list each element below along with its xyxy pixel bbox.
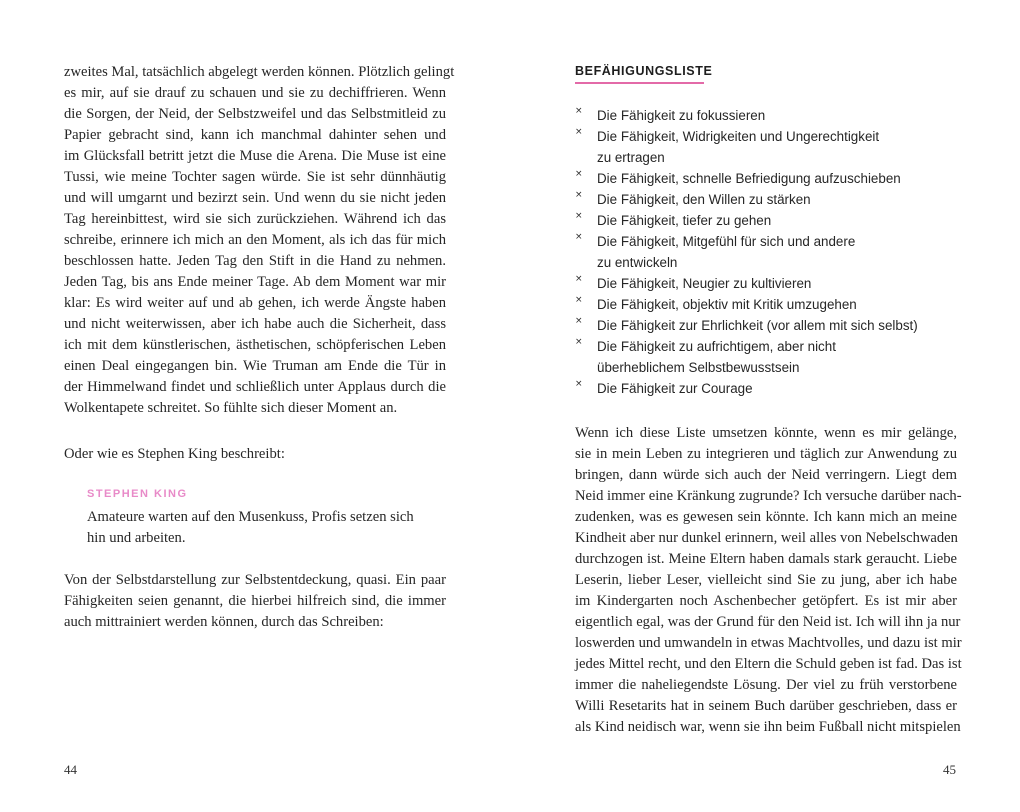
body-text-line: beschlossen hatte. Jeden Tag den Stift in die Hand zu nehmen. <box>64 253 446 269</box>
body-text-line: und nicht weiterwissen, aber ich habe auch die Sicherheit, dass <box>64 316 446 332</box>
body-text-line: einen Deal eingegangen bin. Wie Truman am Ende die Tür in <box>64 358 446 374</box>
body-text-line: und will umgarnt und bezirzt sein. Und wenn du sie nicht jeden <box>64 190 446 206</box>
list-item-line: Die Fähigkeit, Neugier zu kultivieren <box>597 276 812 291</box>
body-text-line: Wenn ich diese Liste umsetzen könnte, wenn es mir gelänge, <box>575 425 957 441</box>
list-item-line: Die Fähigkeit, Mitgefühl für sich und andere <box>597 234 856 249</box>
body-text-line: die Sorgen, der Neid, der Selbstzweifel und das Selbstmitleid zu <box>64 106 446 122</box>
body-text-line: schreibe, erinnere ich mich an den Moment, als ich das für mich <box>64 232 446 248</box>
body-text-line: Oder wie es Stephen King beschreibt: <box>64 446 285 462</box>
body-text-line: eigentlich egal, was der Grund für den Neid ist. Ich will ihn ja nur <box>575 614 961 630</box>
body-text-line: bringen, dann würde sich auch der Neid verringern. Liegt dem <box>575 467 957 483</box>
body-text-line: im Kindergarten noch Aschenbecher getöpfert. Es ist mir aber <box>575 593 957 609</box>
list-bullet-icon: × <box>575 295 583 305</box>
list-bullet-icon: × <box>575 379 583 389</box>
list-item-line: Die Fähigkeit zu aufrichtigem, aber nicht <box>597 339 836 354</box>
body-text-line: auch mittrainiert werden können, durch das Schreiben: <box>64 614 384 630</box>
page-number-right: 45 <box>943 762 956 777</box>
list-item-line: Die Fähigkeit, schnelle Befriedigung aufzuschieben <box>597 171 901 186</box>
body-text-line: immer die naheliegendste Lösung. Der viel zu früh verstorbene <box>575 677 957 693</box>
list-heading: BEFÄHIGUNGSLISTE <box>575 64 713 78</box>
list-item-line: Die Fähigkeit zur Ehrlichkeit (vor allem mit sich selbst) <box>597 318 918 333</box>
list-bullet-icon: × <box>575 169 583 179</box>
list-item-line: Die Fähigkeit, Widrigkeiten und Ungerechtigkeit <box>597 129 880 144</box>
list-item-line: Die Fähigkeit, den Willen zu stärken <box>597 192 811 207</box>
list-bullet-icon: × <box>575 127 583 137</box>
body-text-line: zweites Mal, tatsächlich abgelegt werden können. Plötzlich gelingt <box>64 64 455 80</box>
heading-underline <box>575 82 704 84</box>
list-item-line: Die Fähigkeit, objektiv mit Kritik umzugehen <box>597 297 857 312</box>
body-text-line: Leserin, lieber Leser, vielleicht sind Sie zu jung, aber ich habe <box>575 572 957 588</box>
body-text-line: Von der Selbstdarstellung zur Selbstentdeckung, quasi. Ein paar <box>64 572 446 588</box>
body-text-line: Fähigkeiten seien genannt, die hierbei hilfreich sind, die immer <box>64 593 446 609</box>
body-text-line: Neid immer eine Kränkung zugrunde? Ich versuche darüber nach- <box>575 488 962 504</box>
list-item-line: zu ertragen <box>597 150 665 165</box>
list-bullet-icon: × <box>575 337 583 347</box>
list-bullet-icon: × <box>575 190 583 200</box>
body-text-line: loswerden und umwandeln in etwas Machtvolles, und dazu ist mir <box>575 635 962 651</box>
body-text-line: Papier gebracht sind, kann ich manchmal dahinter sehen und <box>64 127 446 143</box>
list-bullet-icon: × <box>575 316 583 326</box>
body-text-line: jedes Mittel recht, und den Eltern die Schuld geben ist fad. Das ist <box>575 656 962 672</box>
body-text-line: durchzogen ist. Meine Eltern haben damals stark geraucht. Liebe <box>575 551 957 567</box>
body-text-line: zudenken, was es gewesen sein könnte. Ich kann mich an meine <box>575 509 957 525</box>
quote-text-line: Amateure warten auf den Musenkuss, Profis setzen sich <box>87 509 414 525</box>
body-text-line: Willi Resetarits hat in seinem Buch darüber geschrieben, dass er <box>575 698 957 714</box>
list-item-line: Die Fähigkeit zur Courage <box>597 381 753 396</box>
page-number-left: 44 <box>64 762 77 777</box>
body-text-line: es mir, auf sie drauf zu schauen und sie zu dechiffrieren. Wenn <box>64 85 446 101</box>
body-text-line: ich mit dem künstlerischen, ästhetischen, schöpferischen Leben <box>64 337 446 353</box>
body-text-line: Kindheit aber nur dunkel erinnern, weil alles von Nebelschwaden <box>575 530 958 546</box>
list-bullet-icon: × <box>575 211 583 221</box>
list-item-line: Die Fähigkeit zu fokussieren <box>597 108 766 123</box>
body-text-line: klar: Es wird weiter auf und ab gehen, ich werde Ängste haben <box>64 295 446 311</box>
list-item-line: zu entwickeln <box>597 255 678 270</box>
list-bullet-icon: × <box>575 274 583 284</box>
body-text-line: der Himmelwand findet und schließlich unter Applaus durch die <box>64 379 446 395</box>
body-text-line: Tag hereinbittest, wird sie sich zurückziehen. Während ich das <box>64 211 446 227</box>
body-text-line: im Glücksfall betritt jetzt die Muse die Arena. Die Muse ist eine <box>64 148 446 164</box>
list-item-line: überheblichem Selbstbewusstsein <box>597 360 800 375</box>
list-bullet-icon: × <box>575 232 583 242</box>
body-text-line: Jeden Tag, bis ans Ende meiner Tage. Ab dem Moment war mir <box>64 274 446 290</box>
quote-author: STEPHEN KING <box>87 488 188 500</box>
body-text-line: Tussi, wie meine Tochter sagen würde. Sie ist sehr dünnhäutig <box>64 169 446 185</box>
list-item-line: Die Fähigkeit, tiefer zu gehen <box>597 213 772 228</box>
body-text-line: Wolkentapete schreitet. So fühlte sich dieser Moment an. <box>64 400 398 416</box>
list-bullet-icon: × <box>575 106 583 116</box>
body-text-line: sie in mein Leben zu integrieren und täglich zur Anwendung zu <box>575 446 957 462</box>
body-text-line: als Kind neidisch war, wenn sie ihn beim Fußball nicht mitspielen <box>575 719 961 735</box>
quote-text-line: hin und arbeiten. <box>87 530 186 546</box>
